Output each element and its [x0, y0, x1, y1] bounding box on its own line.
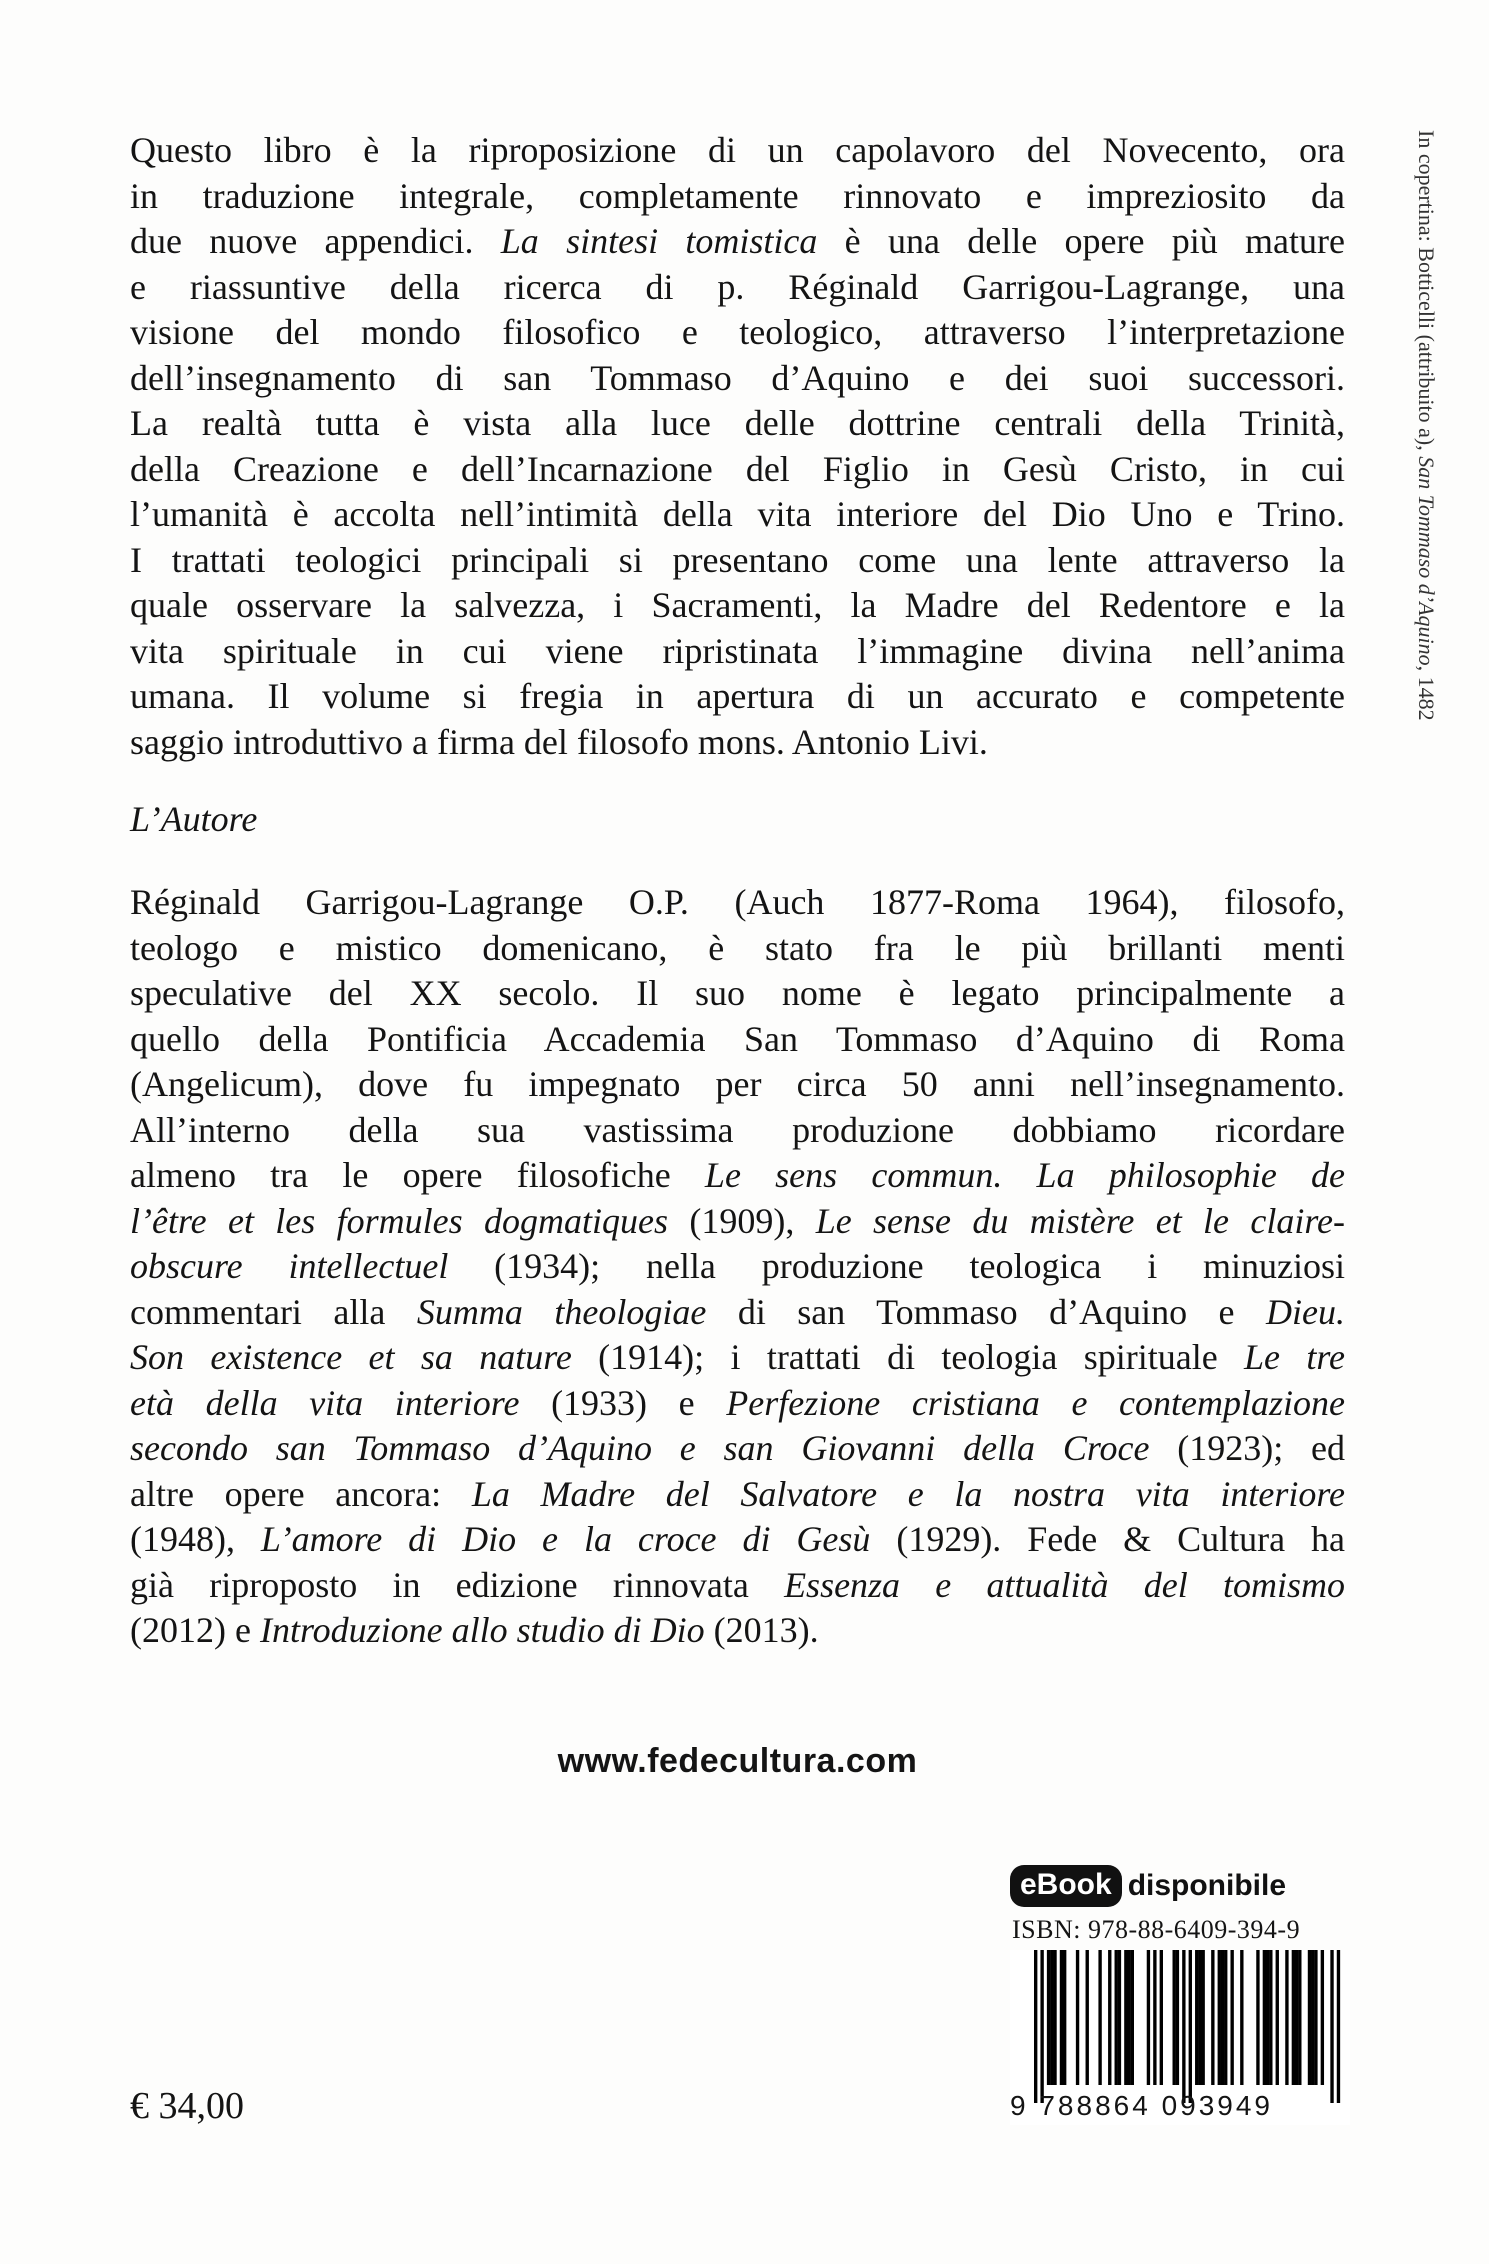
text-line [130, 356, 1345, 402]
text-run: e riassuntive della ricerca di p. Réginald Garrigou-Lagrange, una [130, 266, 1345, 307]
barcode-bar [1263, 1950, 1266, 2085]
barcode-bar [1276, 1950, 1279, 2085]
text-run: (1923); ed [1149, 1428, 1345, 1468]
text-line [130, 880, 1345, 926]
barcode-bar [1211, 1950, 1214, 2085]
barcode-bar [1285, 1950, 1288, 2085]
barcode-bar [1230, 1950, 1233, 2085]
author-heading: L’Autore [130, 799, 258, 839]
text-line [130, 1108, 1345, 1154]
barcode-bar [1189, 1950, 1192, 2103]
text-line [130, 401, 1345, 447]
text-line [130, 265, 1345, 311]
barcode-bar [1201, 1950, 1204, 2085]
barcode-bar [1118, 1950, 1121, 2085]
text-line [130, 1563, 1345, 1609]
barcode-bar [1308, 1950, 1311, 2085]
text-run: All’interno della sua vastissima produzione dobbiamo ricordare [130, 1109, 1345, 1150]
italic-title: Perfezione cristiana e contemplazione [726, 1382, 1345, 1423]
italic-title: Summa theologiae [416, 1291, 707, 1332]
italic-title: Le sens commun. La philosophie de [704, 1155, 1345, 1195]
text-run: già riproposto in edizione rinnovata [130, 1564, 785, 1605]
barcode-bar [1063, 1950, 1066, 2085]
ebook-badge: eBook [1010, 1865, 1122, 1907]
text-run: di san Tommaso d’Aquino e [706, 1291, 1267, 1332]
text-line [130, 219, 1345, 265]
barcode-bar [1182, 1950, 1185, 2103]
text-run: (Angelicum), dove fu impegnato per circa 50 anni nell’insegnamento. [130, 1064, 1345, 1104]
barcode-bar [1108, 1950, 1111, 2085]
barcode-bar [1034, 1950, 1037, 2103]
italic-title: secondo san Tommaso d’Aquino e san Giovanni della Croce [130, 1428, 1150, 1468]
cover-credit-suffix: , 1482 [1414, 665, 1439, 721]
text-run: in traduzione integrale, completamente rinnovato e impreziosito da [130, 175, 1345, 216]
barcode-bar [1153, 1950, 1156, 2085]
barcode-bar [1060, 1950, 1063, 2085]
text-line [130, 926, 1345, 972]
cover-credit-prefix: In copertina: Botticelli (attribuito a), [1414, 130, 1439, 457]
text-line [130, 971, 1345, 1017]
barcode-bar [1050, 1950, 1053, 2085]
text-line [130, 1199, 1345, 1245]
text-run: altre opere ancora: [130, 1473, 472, 1514]
text-run: saggio introduttivo a firma del filosofo mons. Antonio Livi. [130, 721, 988, 762]
text-line [130, 1290, 1345, 1336]
barcode-bar [1053, 1950, 1056, 2085]
italic-title: età della vita interiore [130, 1382, 520, 1423]
italic-title: Le tre [1244, 1337, 1345, 1377]
text-run: due nuove appendici. [130, 221, 501, 261]
barcode-bar [1256, 1950, 1259, 2085]
barcode-bar [1337, 1950, 1340, 2103]
text-run: umana. Il volume si fregia in apertura di un accurato e competente [130, 676, 1345, 716]
barcode-bar [1224, 1950, 1227, 2085]
text-line [130, 128, 1345, 174]
italic-title: L’amore di Dio e la croce di Gesù [260, 1519, 871, 1559]
barcode-bar [1314, 1950, 1317, 2085]
text-run: (2012) e [130, 1610, 260, 1650]
text-run: dell’insegnamento di san Tommaso d’Aquino e dei suoi successori. [130, 357, 1345, 398]
text-line [130, 583, 1345, 629]
barcode-bar [1292, 1950, 1295, 2085]
barcode-bar [1173, 1950, 1176, 2085]
ebook-label: disponibile [1127, 1869, 1287, 1902]
italic-title: Son existence et sa nature [130, 1337, 572, 1377]
barcode-bar [1295, 1950, 1298, 2085]
text-line [130, 1153, 1345, 1199]
isbn-number: ISBN: 978-88-6409-394-9 [1012, 1915, 1301, 1944]
text-run: è una delle opere più mature [817, 221, 1345, 261]
cover-credit [1385, 130, 1445, 870]
text-run: La realtà tutta è vista alla luce delle dottrine centrali della Trinità, [130, 403, 1345, 443]
text-line [130, 1244, 1345, 1290]
text-run: I trattati teologici principali si presentano come una lente attraverso la [130, 539, 1345, 580]
italic-title: Essenza e attualità del tomismo [784, 1564, 1345, 1605]
italic-title: Introduzione allo studio di Dio [259, 1610, 705, 1650]
barcode-bar [1266, 1950, 1269, 2085]
barcode-bar [1176, 1950, 1179, 2085]
italic-title: obscure intellectuel [130, 1246, 449, 1286]
book-description [130, 128, 1345, 765]
cover-credit-text [1413, 130, 1439, 721]
barcode-bar [1240, 1950, 1243, 2085]
barcode-bar [1298, 1950, 1301, 2085]
barcode-bar [1330, 1950, 1333, 2103]
barcode-bar [1321, 1950, 1324, 2085]
text-line [130, 674, 1345, 720]
barcode-bar [1269, 1950, 1272, 2085]
text-line [130, 1426, 1345, 1472]
website-url: www.fedecultura.com [557, 1742, 918, 1780]
text-line [130, 629, 1345, 675]
text-run: commentari alla [130, 1291, 417, 1332]
text-line [130, 720, 1345, 766]
price: € 34,00 [130, 2085, 244, 2127]
text-run: quello della Pontificia Accademia San Tommaso d’Aquino di Roma [130, 1018, 1345, 1059]
barcode-bar [1195, 1950, 1198, 2085]
text-run: Réginald Garrigou-Lagrange O.P. (Auch 1877-Roma 1964), filosofo, [130, 882, 1345, 922]
barcode-bar [1311, 1950, 1314, 2085]
author-biography [130, 880, 1345, 1654]
text-run: (1933) e [519, 1382, 727, 1423]
italic-title: l’être et les formules dogmatiques [130, 1200, 668, 1241]
italic-title: Le sense du mistère et le claire- [815, 1200, 1345, 1241]
text-run: (1934); nella produzione teologica i minuziosi [448, 1246, 1345, 1286]
barcode-bar [1221, 1950, 1224, 2085]
barcode-bar [1124, 1950, 1127, 2085]
barcode-bar [1160, 1950, 1163, 2085]
barcode-bar [1040, 1950, 1043, 2103]
text-run: (1929). Fede & Cultura ha [870, 1519, 1345, 1559]
barcode-bar [1147, 1950, 1150, 2085]
text-run: almeno tra le opere filosofiche [130, 1155, 705, 1195]
barcode-bar [1127, 1950, 1130, 2085]
text-line [130, 1608, 1345, 1654]
barcode-bar [1086, 1950, 1089, 2085]
text-run: (1914); i trattati di teologia spirituale [571, 1337, 1245, 1377]
cover-credit-title: San Tommaso d’Aquino [1414, 456, 1439, 666]
text-run: (2013). [704, 1610, 819, 1650]
text-run: vita spirituale in cui viene ripristinata l’immagine divina nell’anima [130, 630, 1345, 671]
text-run: l’umanità è accolta nell’intimità della vita interiore del Dio Uno e Trino. [130, 494, 1345, 534]
ebook-availability [1010, 1865, 1286, 1907]
text-line [130, 1062, 1345, 1108]
text-line [130, 492, 1345, 538]
barcode-bar [1131, 1950, 1134, 2085]
text-line [130, 1381, 1345, 1427]
barcode-bar [1098, 1950, 1101, 2085]
text-run: visione del mondo filosofico e teologico, attraverso l’interpretazione [130, 312, 1345, 352]
text-line [130, 447, 1345, 493]
barcode-digits: 9 788864 093949 [1010, 2090, 1273, 2121]
italic-title: La Madre del Salvatore e la nostra vita interiore [471, 1473, 1345, 1514]
text-line [130, 1335, 1345, 1381]
text-run: Questo libro è la riproposizione di un capolavoro del Novecento, ora [130, 130, 1345, 170]
text-run: teologo e mistico domenicano, è stato fra le più brillanti menti [130, 927, 1345, 968]
text-run: della Creazione e dell’Incarnazione del Figlio in Gesù Cristo, in cui [130, 448, 1345, 489]
barcode-bar [1115, 1950, 1118, 2085]
barcode-bar [1218, 1950, 1221, 2085]
barcode-bar [1047, 1950, 1050, 2085]
barcode-bar [1198, 1950, 1201, 2085]
text-line [130, 1472, 1345, 1518]
barcode-bar [1076, 1950, 1079, 2085]
italic-title: Dieu. [1266, 1291, 1345, 1332]
text-line [130, 310, 1345, 356]
text-line [130, 538, 1345, 584]
text-line [130, 174, 1345, 220]
text-run: (1948), [130, 1519, 261, 1559]
text-line [130, 1017, 1345, 1063]
text-run: (1909), [668, 1200, 816, 1241]
text-run: speculative del XX secolo. Il suo nome è legato principalmente a [130, 973, 1345, 1013]
text-line [130, 1517, 1345, 1563]
text-run: quale osservare la salvezza, i Sacramenti, la Madre del Redentore e la [130, 585, 1345, 625]
italic-title: La sintesi tomistica [500, 221, 818, 261]
